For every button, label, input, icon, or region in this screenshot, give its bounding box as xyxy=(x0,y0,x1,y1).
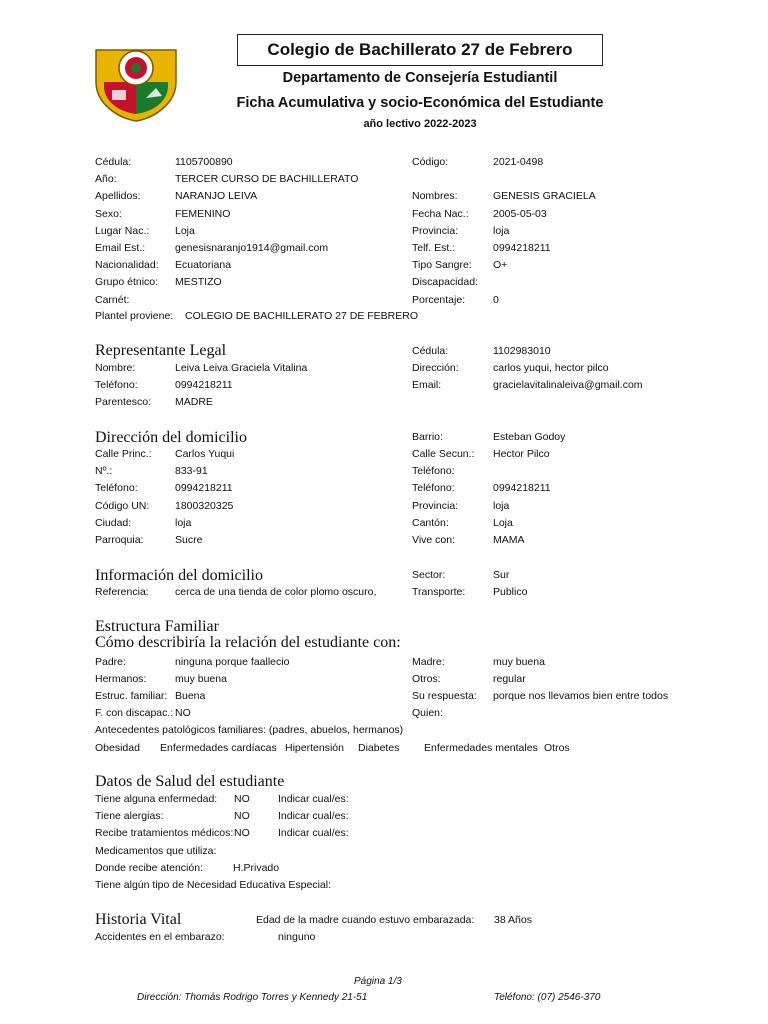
sector-value: Sur xyxy=(493,569,510,581)
form-title: Ficha Acumulativa y socio-Económica del Estudiante xyxy=(236,95,604,111)
rep-cedula-label: Cédula: xyxy=(412,345,449,357)
section-familia: Estructura Familiar xyxy=(95,618,219,635)
field-value: cerca de una tienda de color plomo oscuro, xyxy=(175,586,377,598)
field-value: Carlos Yuqui xyxy=(175,448,235,460)
field-value: 2005-05-03 xyxy=(493,207,547,220)
department-title: Departamento de Consejería Estudiantil xyxy=(282,70,558,86)
enfermedad-item: Otros xyxy=(544,742,570,754)
field-value: NARANJO LEIVA xyxy=(175,190,258,203)
section-domicilio: Dirección del domicilio xyxy=(95,429,247,446)
field-value: Loja xyxy=(175,224,195,237)
field-value: Hector Pilco xyxy=(493,448,550,460)
field-label: Porcentaje: xyxy=(412,293,466,306)
section-salud: Datos de Salud del estudiante xyxy=(95,773,285,790)
field-label: Transporte: xyxy=(412,586,466,598)
field-value: Loja xyxy=(493,516,513,529)
field-value: carlos yuqui, hector pilco xyxy=(493,362,609,374)
salud-value: H.Privado xyxy=(233,861,280,874)
field-label: Teléfono: xyxy=(95,379,138,392)
footer-address: Dirección: Thomás Rodrigo Torres y Kennedy 21-51 xyxy=(137,992,368,1003)
field-value: GENESIS GRACIELA xyxy=(493,190,596,203)
field-label: Su respuesta: xyxy=(412,690,477,702)
field-value: muy buena xyxy=(175,673,227,685)
field-value: 1800320325 xyxy=(175,499,234,512)
field-value: FEMENINO xyxy=(175,207,231,220)
field-value: 1105700890 xyxy=(175,156,233,168)
field-label: Grupo étnico: xyxy=(95,276,159,289)
field-value: 0994218211 xyxy=(493,482,551,495)
field-label: Hermanos: xyxy=(95,673,147,685)
section-representante: Representante Legal xyxy=(95,342,227,359)
salud-value: NO xyxy=(234,810,250,823)
enfermedad-item: Enfermedades mentales xyxy=(424,742,538,754)
field-value: Publico xyxy=(493,586,528,598)
salud-indicar: Indicar cual/es: xyxy=(278,810,349,823)
field-label: Otros: xyxy=(412,673,441,685)
section-historia: Historia Vital xyxy=(95,911,182,928)
footer-phone: Teléfono: (07) 2546-370 xyxy=(494,992,601,1003)
field-value: TERCER CURSO DE BACHILLERATO xyxy=(175,173,359,186)
field-label: Email Est.: xyxy=(95,242,146,254)
field-label: F. con discapac.: xyxy=(95,707,174,719)
salud-value: NO xyxy=(234,793,250,805)
field-label: Cédula: xyxy=(95,156,132,168)
field-label: Telf. Est.: xyxy=(412,242,456,254)
field-label: Código: xyxy=(412,156,449,168)
field-value: loja xyxy=(493,499,510,512)
field-label: Email: xyxy=(412,379,442,392)
barrio-value: Esteban Godoy xyxy=(493,431,566,443)
salud-label: Recibe tratamientos médicos: xyxy=(95,827,234,840)
field-label: Nombre: xyxy=(95,362,136,374)
enfermedad-item: Obesidad xyxy=(95,742,140,754)
field-value: MESTIZO xyxy=(175,276,222,289)
field-value: Ecuatoriana xyxy=(175,259,232,272)
page-number: Página 1/3 xyxy=(354,976,402,987)
field-value: Buena xyxy=(175,690,206,702)
plantel-value: COLEGIO DE BACHILLERATO 27 DE FEBRERO xyxy=(185,310,419,322)
field-label: Madre: xyxy=(412,656,445,668)
field-value: loja xyxy=(493,224,510,237)
salud-label: Tiene alergias: xyxy=(95,810,164,823)
enfermedad-item: Diabetes xyxy=(358,742,400,754)
field-label: Calle Princ.: xyxy=(95,448,152,460)
section-info-domicilio: Información del domicilio xyxy=(95,567,263,584)
accidentes-value: ninguno xyxy=(278,931,316,943)
salud-label: Tiene algún tipo de Necesidad Educativa Especial: xyxy=(95,879,332,891)
field-value: Leiva Leiva Graciela Vitalina xyxy=(175,362,308,374)
field-value: 0994218211 xyxy=(493,242,551,254)
field-label: Provincia: xyxy=(412,499,459,512)
field-value: MADRE xyxy=(175,396,213,409)
edad-madre-label: Edad de la madre cuando estuvo embarazada: xyxy=(256,914,475,926)
field-label: Teléfono: xyxy=(412,482,455,495)
field-label: Ciudad: xyxy=(95,516,132,529)
field-label: Discapacidad: xyxy=(412,276,478,289)
field-value: 0994218211 xyxy=(175,482,233,495)
field-label: Estruc. familiar: xyxy=(95,690,168,702)
school-year: año lectivo 2022-2023 xyxy=(363,118,477,130)
field-value: 2021-0498 xyxy=(493,156,544,168)
field-label: Teléfono: xyxy=(412,465,455,478)
field-value: loja xyxy=(175,516,192,529)
field-label: Provincia: xyxy=(412,224,459,237)
field-label: Sexo: xyxy=(95,207,122,220)
field-label: Referencia: xyxy=(95,586,149,598)
field-label: Teléfono: xyxy=(95,482,138,495)
field-label: Calle Secun.: xyxy=(412,448,475,460)
salud-label: Medicamentos que utiliza: xyxy=(95,844,217,857)
salud-value: NO xyxy=(234,827,250,840)
field-label: Apellidos: xyxy=(95,190,141,203)
field-label: Lugar Nac.: xyxy=(95,224,150,237)
field-value: ninguna porque faallecio xyxy=(175,656,290,668)
field-label: Parentesco: xyxy=(95,396,152,409)
familia-subtitle: Cómo describiría la relación del estudiante con: xyxy=(95,634,401,651)
field-label: Nacionalidad: xyxy=(95,259,159,272)
field-value: NO xyxy=(175,707,191,719)
salud-indicar: Indicar cual/es: xyxy=(278,793,349,805)
field-label: Quien: xyxy=(412,707,443,719)
field-value: genesisnaranjo1914@gmail.com xyxy=(175,242,329,254)
sector-label: Sector: xyxy=(412,569,446,581)
field-value: 0 xyxy=(493,293,499,306)
edad-madre-value: 38 Años xyxy=(494,914,532,926)
field-label: Cantón: xyxy=(412,516,449,529)
plantel-label: Plantel proviene: xyxy=(95,310,174,322)
field-value: O+ xyxy=(493,259,508,272)
salud-label: Tiene alguna enfermedad: xyxy=(95,793,218,805)
field-label: Año: xyxy=(95,173,117,186)
enfermedad-item: Hipertensión xyxy=(285,742,344,754)
field-value: Sucre xyxy=(175,534,203,546)
field-label: Dirección: xyxy=(412,362,459,374)
field-value: muy buena xyxy=(493,656,545,668)
field-label: Código UN: xyxy=(95,499,150,512)
school-title: Colegio de Bachillerato 27 de Febrero xyxy=(237,34,603,66)
field-value: MAMA xyxy=(493,534,525,546)
barrio-label: Barrio: xyxy=(412,431,443,443)
field-value: regular xyxy=(493,673,526,685)
field-label: Padre: xyxy=(95,656,126,668)
field-label: Fecha Nac.: xyxy=(412,207,469,220)
field-value: 0994218211 xyxy=(175,379,233,392)
antecedentes-label: Antecedentes patológicos familiares: (padres, abuelos, hermanos) xyxy=(95,724,404,736)
field-label: Carnét: xyxy=(95,293,130,306)
school-crest-icon xyxy=(90,42,182,122)
enfermedad-item: Enfermedades cardíacas xyxy=(160,742,277,754)
field-label: Tipo Sangre: xyxy=(412,259,472,272)
field-label: Vive con: xyxy=(412,534,455,546)
field-value: 833-91 xyxy=(175,465,208,478)
accidentes-label: Accidentes en el embarazo: xyxy=(95,931,225,943)
field-label: Parroquia: xyxy=(95,534,144,546)
field-label: Nombres: xyxy=(412,190,458,203)
rep-cedula-value: 1102983010 xyxy=(493,345,551,357)
field-value: gracielavitalinaleiva@gmail.com xyxy=(493,379,643,392)
salud-indicar: Indicar cual/es: xyxy=(278,827,349,840)
field-label: Nº.: xyxy=(95,465,113,478)
salud-label: Donde recibe atención: xyxy=(95,861,203,874)
field-value: porque nos llevamos bien entre todos xyxy=(493,690,669,702)
